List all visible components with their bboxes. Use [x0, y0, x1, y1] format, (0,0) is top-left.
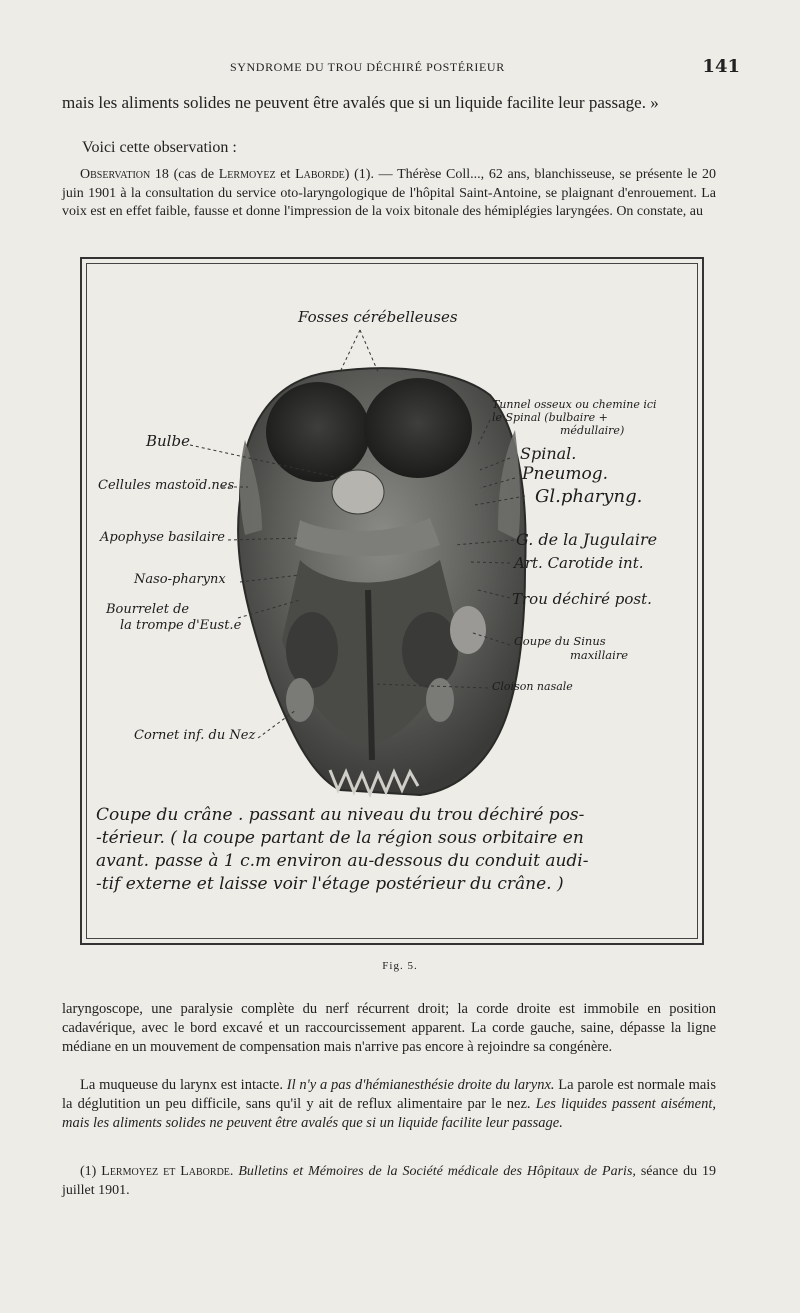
- footnote: [62, 1162, 716, 1200]
- muqueuse-italic-1: Il n'y a pas d'hémianesthésie droite du larynx.: [286, 1077, 555, 1093]
- label-cloison: Cloison nasale: [492, 680, 573, 693]
- caption-line-2: -térieur. ( la coupe partant de la région sous orbitaire en: [96, 828, 584, 848]
- label-coupe-sinus-2: maxillaire: [570, 648, 629, 662]
- figure-number: Fig. 5.: [382, 960, 418, 972]
- paragraph-laryngoscope: laryngoscope, une paralysie complète du nerf récurrent droit; la corde droite est immobile en position cadavérique, avec le bord excavé et un raccourcissement apparent. La corde gauche, saine, dépasse la ligne médiane en un mouvement de compensation mais n'arrive pas encore à rejoindre sa congénère.: [62, 1001, 716, 1055]
- fossa-right: [364, 378, 472, 478]
- running-title: SYNDROME DU TROU DÉCHIRÉ POSTÉRIEUR: [230, 60, 505, 74]
- observation-num: 18 (cas de: [150, 167, 219, 182]
- author-and: et: [275, 167, 296, 182]
- observation-text: ) (1). — Thérèse Coll..., 62 ans, blanchisseuse, se présente le 20 juin 1901 à la consultation du service oto-laryngologique de l'hôpital Saint-Antoine, se plaignant d'enrouement. La voix est en effet faible, fausse et donne l'impression de la voix bitonale des hémiplégies laryngées. On constate, au: [62, 167, 716, 219]
- label-carotide: Art. Carotide int.: [514, 554, 644, 572]
- label-apophyse: Apophyse basilaire: [100, 530, 225, 545]
- maxillary-sinus-right: [402, 612, 458, 688]
- label-bourrelet-1: Bourrelet de: [106, 602, 190, 617]
- label-spinal: Spinal.: [520, 444, 577, 463]
- label-fosses: Fosses cérébelleuses: [298, 308, 458, 326]
- author-laborde: Laborde: [295, 167, 345, 182]
- paragraph-quote-end: mais les aliments solides ne peuvent être avalés que si un liquide facilite leur passage. »: [62, 93, 659, 112]
- cornet-right: [426, 678, 454, 722]
- observation-lead: Observation: [80, 167, 151, 182]
- label-trou: Trou déchiré post.: [512, 590, 652, 608]
- label-tunnel-2: le Spinal (bulbaire +: [492, 411, 608, 424]
- label-cellules: Cellules mastoïd.nes: [98, 478, 235, 493]
- cornet-left: [286, 678, 314, 722]
- label-bourrelet-2: la trompe d'Eust.e: [120, 618, 242, 633]
- sinus-right-light: [450, 606, 486, 654]
- leader-fosses-right: [360, 330, 378, 372]
- muqueuse-italic-2: Les liquides passent aisément, mais les aliments solides ne peuvent être avalés que si un liquide facilite leur passage.: [62, 1096, 716, 1131]
- paragraph-muqueuse: [62, 1076, 716, 1133]
- label-gjugulaire: G. de la Jugulaire: [516, 530, 658, 549]
- label-coupe-sinus-1: Coupe du Sinus: [514, 634, 606, 648]
- footnote-authors: Lermoyez et Laborde.: [101, 1164, 234, 1179]
- muqueuse-start: La muqueuse du larynx est intacte.: [80, 1077, 287, 1093]
- page-number: 141: [702, 56, 740, 77]
- maxillary-sinus-left: [286, 612, 338, 688]
- label-cornet: Cornet inf. du Nez: [134, 728, 256, 743]
- label-tunnel-3: médullaire): [560, 424, 625, 437]
- footnote-number: (1): [80, 1164, 102, 1179]
- caption-line-1: Coupe du crâne . passant au niveau du trou déchiré pos-: [96, 805, 585, 825]
- label-tunnel-1: Tunnel osseux ou chemine ici: [492, 398, 657, 411]
- bulbe: [332, 470, 384, 514]
- author-lermoyez: Lermoyez: [218, 167, 276, 182]
- caption-line-3: avant. passe à 1 c.m environ au-dessous du conduit audi-: [96, 851, 589, 871]
- footnote-date: séance du 19 juillet 1901.: [62, 1164, 717, 1198]
- paragraph-intro: Voici cette observation :: [82, 139, 237, 156]
- label-nasopharynx: Naso-pharynx: [134, 572, 226, 587]
- muqueuse-mid: La parole est normale mais la déglutition un peu difficile, sans qu'il y ait de reflux alimentaire par le nez.: [62, 1077, 716, 1112]
- fossa-left: [266, 382, 370, 482]
- caption-line-4: -tif externe et laisse voir l'étage postérieur du crâne. ): [96, 874, 564, 894]
- label-glpharyng: Gl.pharyng.: [535, 486, 643, 507]
- nasal-septum: [368, 590, 372, 760]
- label-bulbe: Bulbe: [146, 432, 190, 450]
- leader-fosses-left: [340, 330, 360, 372]
- label-pneumog: Pneumog.: [522, 464, 609, 484]
- footnote-source: Bulletins et Mémoires de la Société médicale des Hôpitaux de Paris,: [233, 1164, 636, 1179]
